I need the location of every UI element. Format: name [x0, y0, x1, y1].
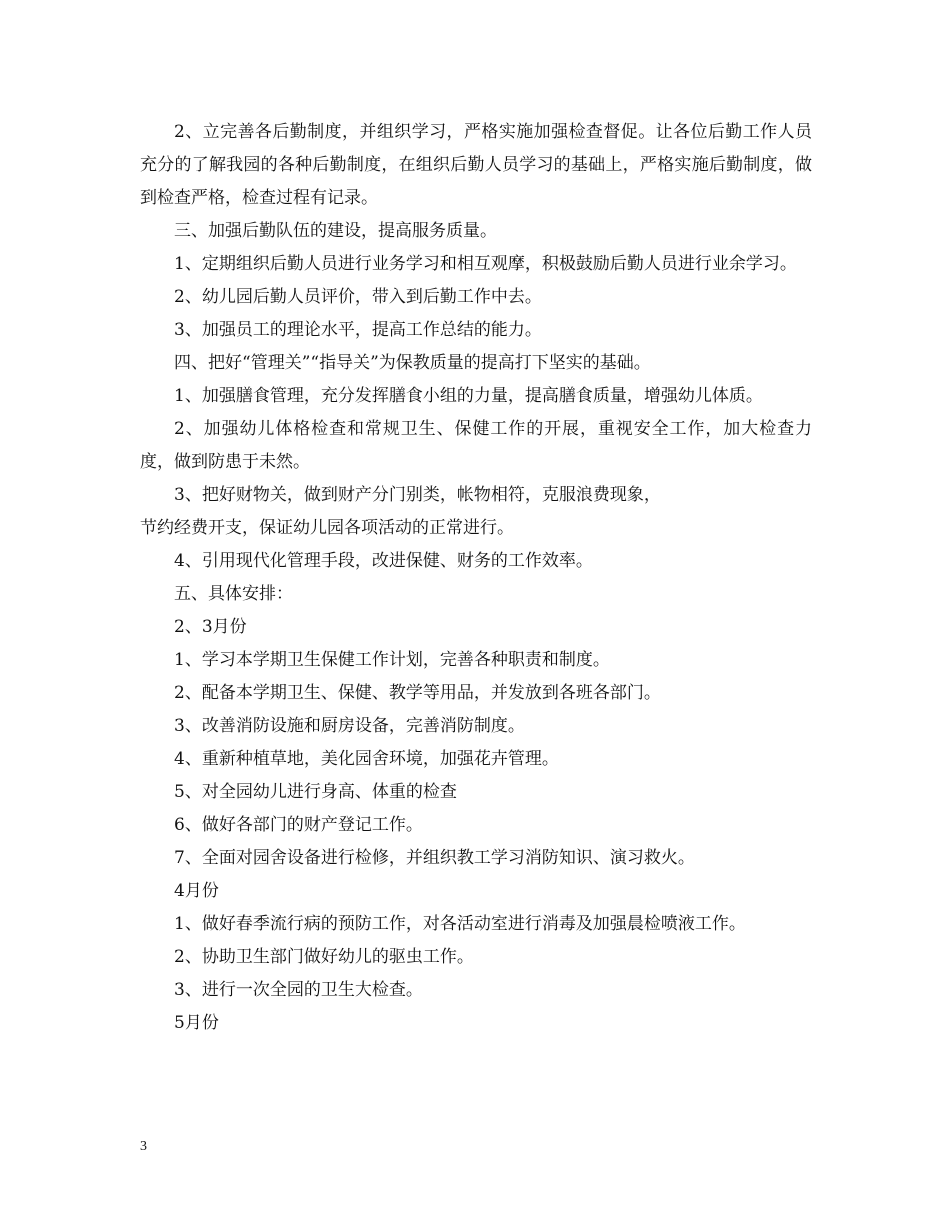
section-heading: 三、加强后勤队伍的建设，提高服务质量。 — [174, 221, 497, 241]
list-item: 7、全面对园舍设备进行检修，并组织教工学习消防知识、演习救火。 — [174, 848, 695, 868]
page-number: 3 — [140, 1139, 147, 1154]
paragraph: 3、加强员工的理论水平，提高工作总结的能力。 — [174, 320, 542, 340]
list-item: 3、进行一次全园的卫生大检查。 — [174, 980, 423, 1000]
section-heading: 四、把好“管理关”“指导关”为保教质量的提高打下坚实的基础。 — [174, 353, 651, 373]
list-item: 1、做好春季流行病的预防工作，对各活动室进行消毒及加强晨检喷液工作。 — [174, 914, 746, 934]
paragraph: 4、引用现代化管理手段，改进保健、财务的工作效率。 — [174, 551, 593, 571]
list-item: 3、改善消防设施和厨房设备，完善消防制度。 — [174, 716, 525, 736]
list-item: 2、协助卫生部门做好幼儿的驱虫工作。 — [174, 947, 474, 967]
list-item: 2、配备本学期卫生、保健、教学等用品，并发放到各班各部门。 — [174, 683, 661, 703]
list-item: 4、重新种植草地，美化园舍环境，加强花卉管理。 — [174, 749, 559, 769]
list-item: 6、做好各部门的财产登记工作。 — [174, 815, 423, 835]
month-heading: 5月份 — [174, 1013, 219, 1033]
list-item: 5、对全园幼儿进行身高、体重的检查 — [174, 782, 457, 802]
paragraph: 1、加强膳食管理，充分发挥膳食小组的力量，提高膳食质量，增强幼儿体质。 — [174, 386, 763, 406]
section-heading: 五、具体安排： — [174, 584, 293, 604]
month-heading: 4月份 — [174, 881, 219, 901]
paragraph: 2、幼儿园后勤人员评价，带入到后勤工作中去。 — [174, 287, 542, 307]
list-item: 1、学习本学期卫生保健工作计划，完善各种职责和制度。 — [174, 650, 610, 670]
paragraph: 2、立完善各后勤制度，并组织学习，严格实施加强检查督促。让各位后勤工作人员充分的了解我园的各种后勤制度，在组织后勤人员学习的基础上，严格实施后勤制度，做到检查严格，检查过程有记录。 — [140, 122, 812, 208]
paragraph: 1、定期组织后勤人员进行业务学习和相互观摩，积极鼓励后勤人员进行业余学习。 — [174, 254, 797, 274]
document-body — [140, 116, 812, 1040]
paragraph: 节约经费开支，保证幼儿园各项活动的正常进行。 — [140, 518, 514, 538]
paragraph: 2、加强幼儿体格检查和常规卫生、保健工作的开展，重视安全工作，加大检查力度，做到防患于未然。 — [140, 419, 812, 472]
paragraph: 3、把好财物关，做到财产分门别类，帐物相符，克服浪费现象， — [174, 485, 661, 505]
month-heading: 2、3月份 — [174, 617, 247, 637]
